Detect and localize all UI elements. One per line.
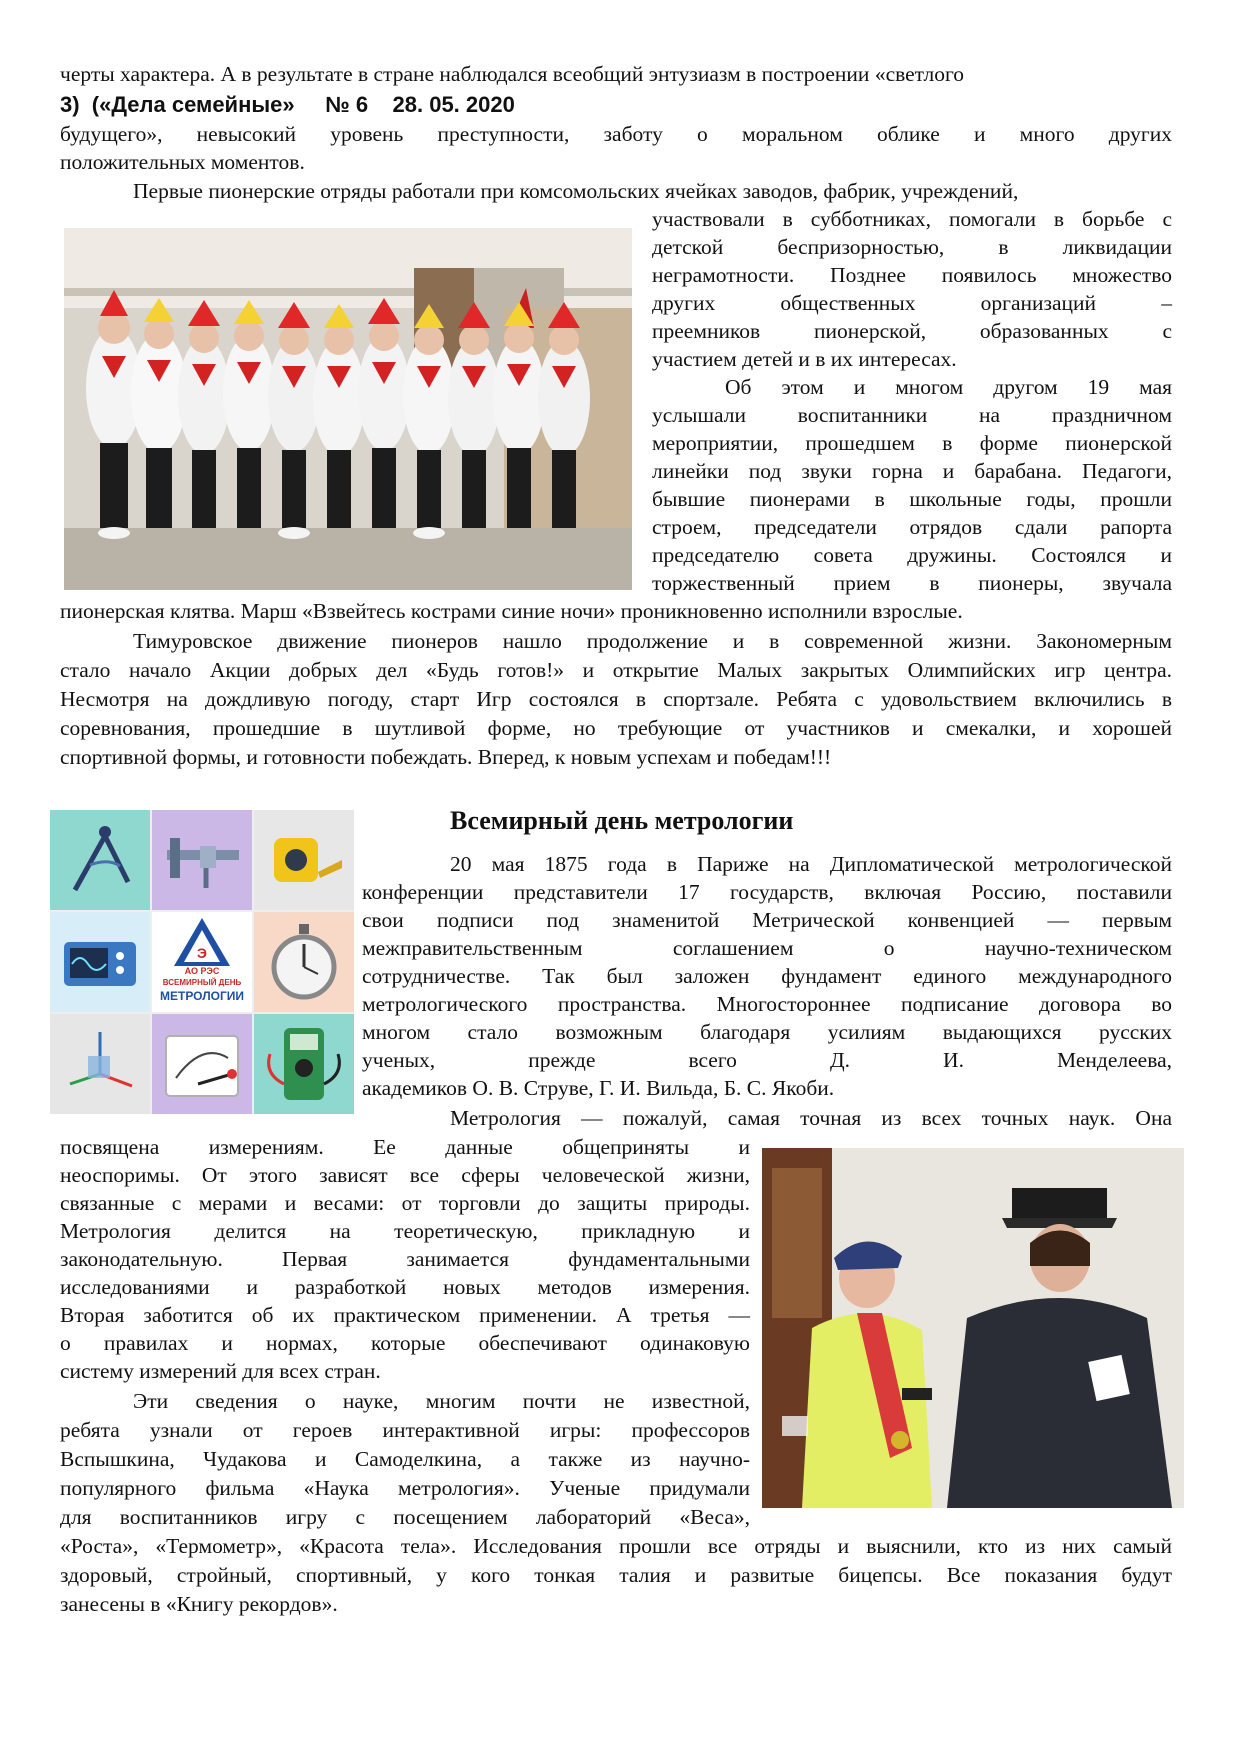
article-line: неграмотности. Позднее появилось множество	[652, 263, 1172, 287]
article-line: Эти сведения о науке, многим почти не известной,	[133, 1389, 750, 1413]
article-line: Вспышкина, Чудакова и Самоделкина, а также из научно-	[60, 1447, 750, 1471]
article-line: межправительственным соглашением о научно-техническом	[362, 936, 1172, 960]
article-line: Метрология — пожалуй, самая точная из всех точных наук. Она	[450, 1106, 1172, 1130]
article-line: неоспоримы. От этого зависят все сферы человеческой жизни,	[60, 1163, 750, 1187]
article-line: торжественный прием в пионеры, звучала	[652, 571, 1172, 595]
article-line: метрологического пространства. Многостороннее подписание договора во	[362, 992, 1172, 1016]
article-line: спортивной формы, и готовности побеждать. Вперед, к новым успехам и победам!!!	[60, 745, 832, 769]
article-line: законодательную. Первая занимается фундаментальными	[60, 1247, 750, 1271]
article-line: строем, председатели отрядов сдали рапорта	[652, 515, 1172, 539]
professors-photo-illustration	[762, 1148, 1184, 1508]
article-line: исследованиями и разработкой новых методов измерения.	[60, 1275, 750, 1299]
article-line: многом стало возможным благодаря усилиям выдающихся русских	[362, 1020, 1172, 1044]
article-line: Вторая заботится об их практическом применении. А третья —	[60, 1303, 750, 1327]
compass-icon	[50, 810, 150, 910]
metrology-logo-grid	[50, 810, 354, 1114]
newspaper-title: («Дела семейные»	[91, 92, 295, 117]
article-line: бывшие пионерами в школьные годы, прошли	[652, 487, 1172, 511]
intro-line: положительных моментов.	[60, 150, 305, 174]
article-line: участвовали в субботниках, помогали в борьбе с	[652, 207, 1172, 231]
article-line: посвящена измерениям. Ее данные общеприняты и	[60, 1135, 750, 1159]
svg-text:Э: Э	[197, 945, 207, 961]
article-line: других общественных организаций –	[652, 291, 1172, 315]
article-line: детской беспризорностью, в ликвидации	[652, 235, 1172, 259]
ammeter-icon	[152, 1014, 252, 1114]
issue-number: № 6	[325, 92, 369, 117]
article-line: соревнования, прошедшие в шутливой форме, но требующие от участников и смекалки, и хорошей	[60, 716, 1172, 740]
logo-caption-line-1: ВСЕМИРНЫЙ ДЕНЬ	[162, 978, 242, 987]
professors-photo	[762, 1148, 1184, 1508]
article-line: популярного фильма «Наука метрология». Ученые придумали	[60, 1476, 750, 1500]
article-line: свои подписи под знаменитой Метрической конвенцией — первым	[362, 908, 1172, 932]
article-line: академиков О. В. Струве, Г. И. Вильда, Б. С. Якоби.	[362, 1076, 835, 1100]
article-line: председателю совета дружины. Состоялся и	[652, 543, 1172, 567]
pioneer-group-photo	[64, 228, 632, 590]
article-line: «Роста», «Термометр», «Красота тела». Исследования прошли все отряды и выяснили, кто из них самый	[60, 1534, 1172, 1558]
intro-line: черты характера. А в результате в стране наблюдался всеобщий энтузиазм в построении «светлого	[60, 62, 965, 86]
article-line: линейки под звуки горна и барабана. Педагоги,	[652, 459, 1172, 483]
page-number: 3)	[60, 92, 80, 117]
article-line: систему измерений для всех стран.	[60, 1359, 381, 1383]
article-line: занесены в «Книгу рекордов».	[60, 1592, 338, 1616]
article-line: 20 мая 1875 года в Париже на Дипломатической метрологической	[450, 852, 1172, 876]
article-line: преемников пионерской, образованных с	[652, 319, 1172, 343]
article-line: ребята узнали от героев интерактивной игры: профессоров	[60, 1418, 750, 1442]
article-line: Тимуровское движение пионеров нашло продолжение и в современной жизни. Закономерным	[133, 629, 1172, 653]
article-line: для воспитанников игру с посещением лабораторий «Веса»,	[60, 1505, 750, 1529]
article-line: Об этом и многом другом 19 мая	[725, 375, 1172, 399]
article-line: стало начало Акции добрых дел «Будь готов!» и открытие Малых закрытых Олимпийских игр центра.	[60, 658, 1172, 682]
article-line: участием детей и в их интересах.	[652, 347, 957, 371]
article-line: о правилах и нормах, которые обеспечивают одинаковую	[60, 1331, 750, 1355]
caliper-icon	[152, 810, 252, 910]
stopwatch-icon	[254, 912, 354, 1012]
issue-date: 28. 05. 2020	[392, 92, 515, 117]
logo-company: АО РЭС	[184, 966, 220, 976]
article-line: мероприятии, прошедшем в форме пионерской	[652, 431, 1172, 455]
article-line: пионерская клятва. Марш «Взвейтесь кострами синие ночи» проникновенно исполнили взрослые.	[60, 599, 963, 623]
article-line: услышали воспитанники на праздничном	[652, 403, 1172, 427]
aors-logo	[152, 912, 252, 1012]
multimeter-icon	[254, 1014, 354, 1114]
article-line: ученых, прежде всего Д. И. Менделеева,	[362, 1048, 1172, 1072]
pioneer-photo-illustration	[64, 228, 632, 590]
page-header	[60, 92, 515, 118]
metrology-title: Всемирный день метрологии	[450, 806, 794, 835]
article-line: конференции представители 17 государств, включая Россию, поставили	[362, 880, 1172, 904]
article-line: Несмотря на дождливую погоду, старт Игр состоялся в спортзале. Ребята с удовольствием включились в	[60, 687, 1172, 711]
logo-caption-line-2: МЕТРОЛОГИИ	[159, 989, 245, 1003]
coordinate-axes-icon	[50, 1014, 150, 1114]
article-line: сотрудничестве. Так был заложен фундамент единого международного	[362, 964, 1172, 988]
article-line: Метрология делится на теоретическую, прикладную и	[60, 1219, 750, 1243]
article-line: связанные с мерами и весами: от торговли до защиты природы.	[60, 1191, 750, 1215]
oscilloscope-icon	[50, 912, 150, 1012]
article-line: здоровый, стройный, спортивный, у кого тонкая талия и развитые бицепсы. Все показания будут	[60, 1563, 1172, 1587]
tape-measure-icon	[254, 810, 354, 910]
intro-line: будущего», невысокий уровень преступности, заботу о моральном облике и много других	[60, 122, 1172, 146]
article-line: Первые пионерские отряды работали при комсомольских ячейках заводов, фабрик, учреждений,	[133, 179, 1019, 203]
